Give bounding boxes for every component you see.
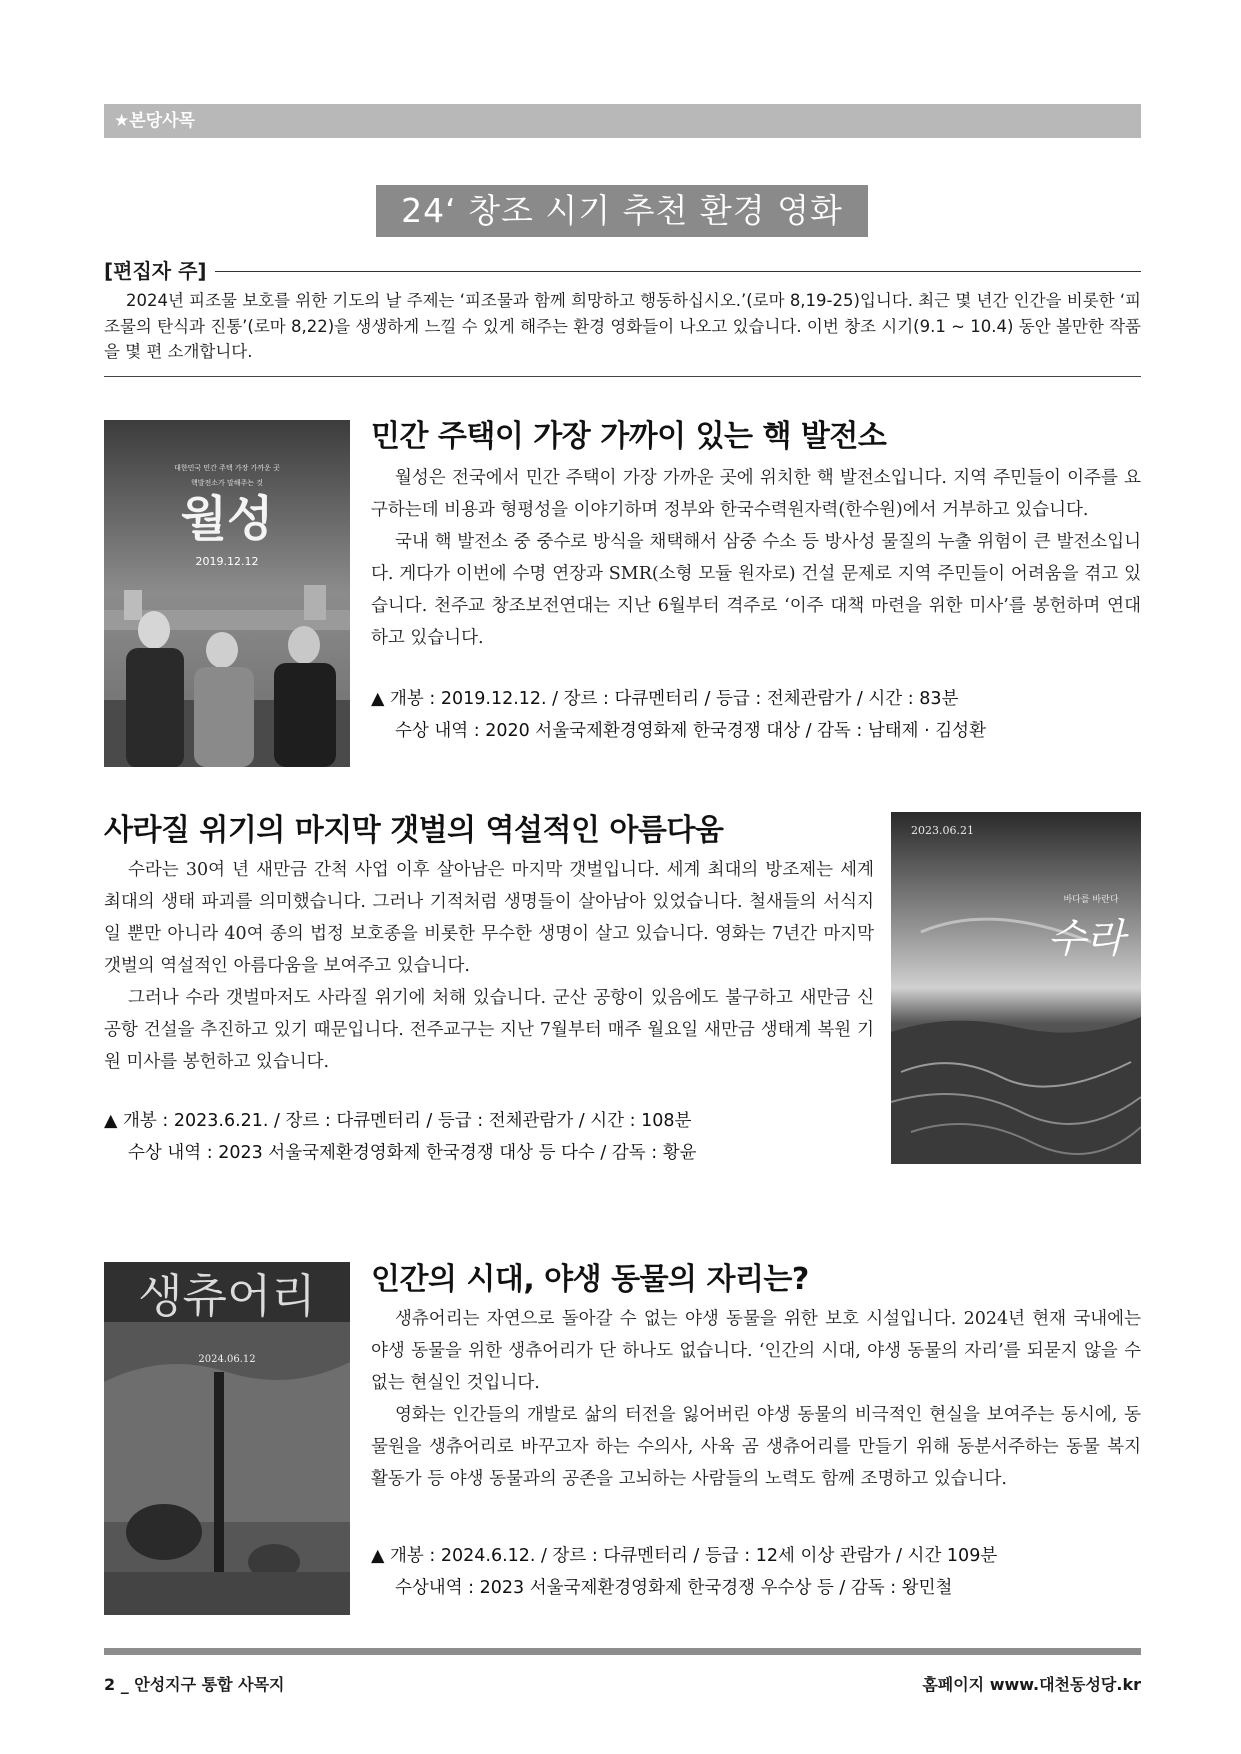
page-title: 24‘ 창조 시기 추천 환경 영화 xyxy=(376,185,868,237)
poster-sanctuary-title: 생츄어리 xyxy=(138,1269,316,1323)
article-2-title: 사라질 위기의 마지막 갯벌의 역설적인 아름다움 xyxy=(104,813,724,848)
article-2-paragraph: 수라는 30여 년 새만금 간척 사업 이후 살아남은 마지막 갯벌입니다. 세계 최대의 방조제는 세계 최대의 생태 파괴를 의미했습니다. 그러나 기적처럼 생명들이 살아남아 있었습니다. 철새들의 서식지일 뿐만 아니라 40여 종의 법정 보호종을 비롯한 무수한 생명이 살고 있습니다. 영화는 7년간 마지막 갯벌의 역설적인 아름다움을 보여주고 있습니다. xyxy=(104,860,874,976)
poster-sura-title: 수라 xyxy=(1047,916,1125,962)
editor-note-label: [편집자 주] xyxy=(104,256,215,286)
article-2-meta xyxy=(104,1105,697,1169)
editor-note-text: 2024년 피조물 보호를 위한 기도의 날 주제는 ‘피조물과 함께 희망하고 행동하십시오.’(로마 8,19-25)입니다. 최근 몇 년간 인간을 비롯한 ‘피조물의 탄식과 진통’(로마 8,22)을 생생하게 느낄 수 있게 해주는 환경 영화들이 나오고 있습니다. 이번 창조 시기(9.1 ~ 10.4) 동안 볼만한 작품을 몇 편 소개합니다. xyxy=(104,291,1141,361)
article-1-meta xyxy=(371,683,986,747)
article-3-title: 인간의 시대, 야생 동물의 자리는? xyxy=(371,1262,809,1297)
article-1-paragraph: 월성은 전국에서 민간 주택이 가장 가까운 곳에 위치한 핵 발전소입니다. 지역 주민들이 이주를 요구하는데 비용과 형평성을 이야기하며 정부와 한국수력원자력(한수원)에서 거부하고 있습니다. xyxy=(371,468,1141,520)
article-2-body xyxy=(104,854,874,1078)
poster-sura-art xyxy=(891,812,1141,1164)
poster-wolseong-title: 월성 xyxy=(180,491,274,547)
article-1-meta-release: ▲ 개봉 : 2019.12.12. / 장르 : 다큐멘터리 / 등급 : 전체관람가 / 시간 : 83분 xyxy=(371,689,959,709)
poster-wolseong xyxy=(104,420,350,767)
poster-wolseong-art xyxy=(104,420,350,767)
article-1-title: 민간 주택이 가장 가까이 있는 핵 발전소 xyxy=(371,419,887,454)
poster-wolseong-subtitle: 핵발전소가 말해주는 것 xyxy=(190,479,264,487)
poster-sura xyxy=(891,812,1141,1164)
editor-note-header xyxy=(104,256,1141,286)
editor-note-body xyxy=(104,288,1141,365)
article-1-body xyxy=(371,462,1141,654)
poster-sura-date: 2023.06.21 xyxy=(911,824,974,837)
poster-wolseong-tagline: 대한민국 민간 주택 가장 가까운 곳 xyxy=(174,464,280,472)
footer-page-info: 2 _ 안성지구 통합 사목지 xyxy=(104,1675,285,1694)
article-2-paragraph: 그러나 수라 갯벌마저도 사라질 위기에 처해 있습니다. 군산 공항이 있음에도 불구하고 새만금 신공항 건설을 추진하고 있기 때문입니다. 전주교구는 지난 7월부터 매주 월요일 새만금 생태계 복원 기원 미사를 봉헌하고 있습니다. xyxy=(104,988,874,1072)
article-2-meta-awards: 수상 내역 : 2023 서울국제환경영화제 한국경쟁 대상 등 다수 / 감독 : 황윤 xyxy=(128,1143,697,1163)
section-label: ★본당사목 xyxy=(104,104,1141,138)
poster-sura-subtitle: 바다를 바란다 xyxy=(1063,895,1119,905)
article-3-meta-release: ▲ 개봉 : 2024.6.12. / 장르 : 다큐멘터리 / 등급 : 12세 이상 관람가 / 시간 109분 xyxy=(371,1546,998,1566)
footer-homepage-link[interactable]: 홈페이지 www.대천동성당.kr xyxy=(922,1675,1141,1694)
article-3-paragraph: 생츄어리는 자연으로 돌아갈 수 없는 야생 동물을 위한 보호 시설입니다. 2024년 현재 국내에는 야생 동물을 위한 생츄어리가 단 하나도 없습니다. ‘인간의 시대, 야생 동물의 자리’를 되묻지 않을 수 없는 현실인 것입니다. xyxy=(371,1309,1141,1393)
section-divider xyxy=(104,376,1141,377)
poster-sanctuary-art xyxy=(104,1262,350,1615)
editor-note-rule xyxy=(104,271,1141,272)
article-3-meta xyxy=(371,1540,997,1604)
article-1-paragraph: 국내 핵 발전소 중 중수로 방식을 채택해서 삼중 수소 등 방사성 물질의 누출 위험이 큰 발전소입니다. 게다가 이번에 수명 연장과 SMR(소형 모듈 원자로) 건설 문제로 지역 주민들이 어려움을 겪고 있습니다. 천주교 창조보전연대는 지난 6월부터 격주로 ‘이주 대책 마련을 위한 미사’를 봉헌하며 연대하고 있습니다. xyxy=(371,532,1141,648)
poster-sanctuary xyxy=(104,1262,350,1615)
footer-bar xyxy=(104,1648,1141,1655)
article-3-meta-awards: 수상내역 : 2023 서울국제환경영화제 한국경쟁 우수상 등 / 감독 : 왕민철 xyxy=(395,1578,953,1598)
article-1-meta-awards: 수상 내역 : 2020 서울국제환경영화제 한국경쟁 대상 / 감독 : 남태제 · 김성환 xyxy=(395,721,986,741)
poster-wolseong-date: 2019.12.12 xyxy=(195,555,259,568)
article-3-body xyxy=(371,1303,1141,1495)
poster-sanctuary-date: 2024.06.12 xyxy=(198,1354,256,1365)
article-3-paragraph: 영화는 인간들의 개발로 삶의 터전을 잃어버린 야생 동물의 비극적인 현실을 보여주는 동시에, 동물원을 생츄어리로 바꾸고자 하는 수의사, 사육 곰 생츄어리를 만들기 위해 동분서주하는 동물 복지 활동가 등 야생 동물과의 공존을 고뇌하는 사람들의 노력도 함께 조명하고 있습니다. xyxy=(371,1405,1141,1489)
article-2-meta-release: ▲ 개봉 : 2023.6.21. / 장르 : 다큐멘터리 / 등급 : 전체관람가 / 시간 : 108분 xyxy=(104,1111,692,1131)
